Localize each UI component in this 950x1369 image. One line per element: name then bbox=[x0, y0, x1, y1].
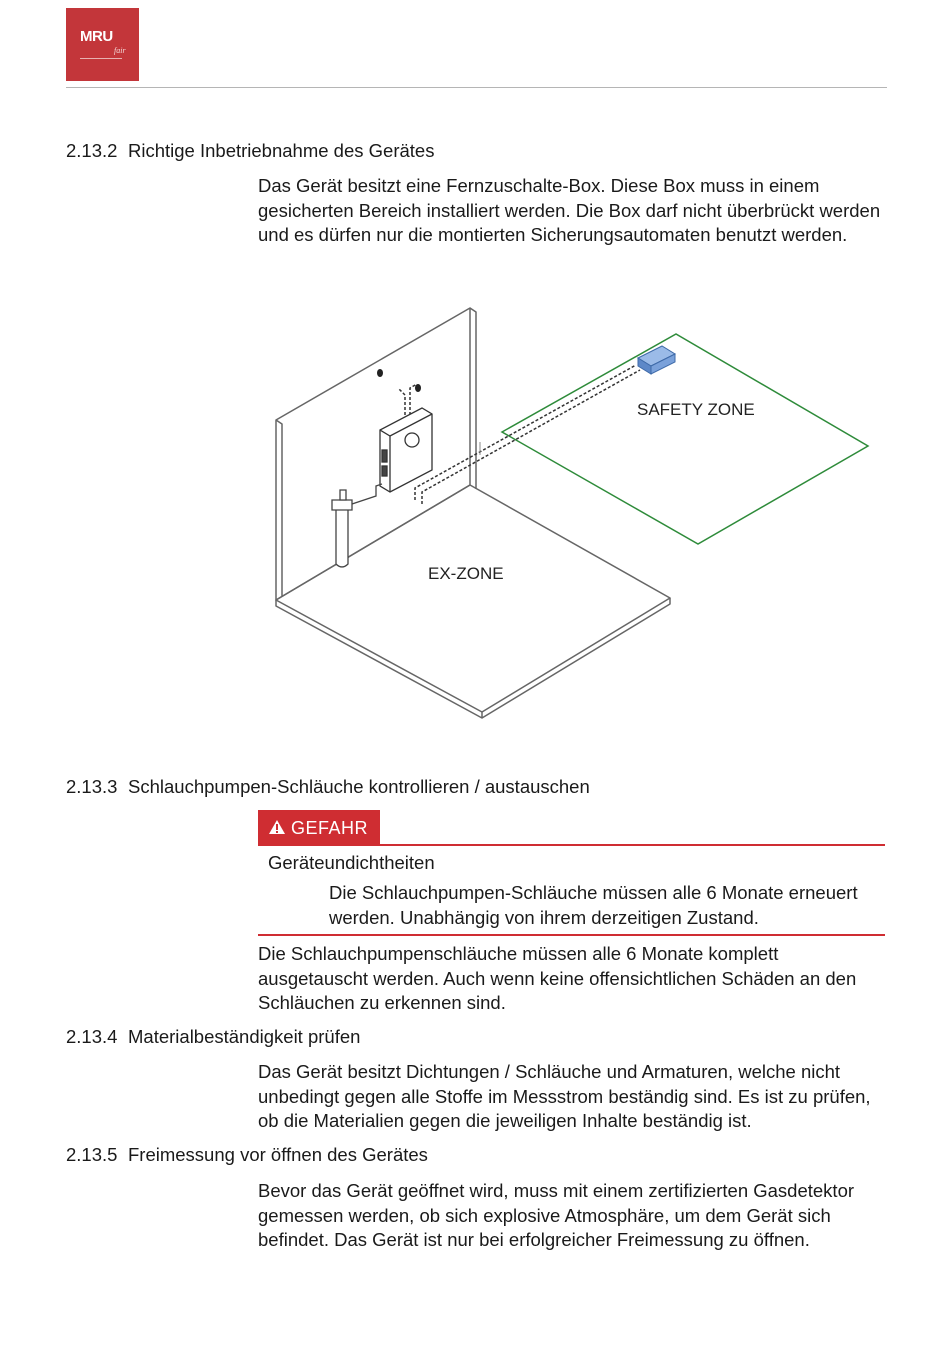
section-number: 2.13.4 bbox=[66, 1026, 118, 1047]
wall-thickness bbox=[276, 308, 476, 596]
company-logo bbox=[66, 8, 139, 81]
section-title: Richtige Inbetriebnahme des Gerätes bbox=[128, 140, 435, 161]
floor bbox=[276, 485, 670, 712]
section-body-2-13-3: Die Schlauchpumpenschläuche müssen alle 6 Monate komplett ausgetauscht werden. Auch wenn keine offensichtlichen Schäden an den Schläuchen zu erkennen sind. bbox=[258, 943, 857, 1013]
section-heading-2-13-2 bbox=[66, 140, 434, 162]
header-rule bbox=[66, 87, 887, 88]
section-body-2-13-5: Bevor das Gerät geöffnet wird, muss mit einem zertifizierten Gasdetektor gemessen werden, ob sich explosive Atmosphäre, um dem Gerät sich befindet. Das Gerät ist nur bei erfolgreicher Freimessung zu öffnen. bbox=[258, 1180, 855, 1250]
warning-triangle-icon bbox=[268, 819, 286, 835]
danger-body: Die Schlauchpumpen-Schläuche müssen alle 6 Monate erneuert werden. Unabhängig von ihrem derzeitigen Zustand. bbox=[329, 882, 858, 928]
section-title: Schlauchpumpen-Schläuche kontrollieren / austauschen bbox=[128, 776, 590, 797]
sampling-probe bbox=[332, 484, 382, 567]
safety-zone-outline bbox=[502, 334, 868, 544]
danger-top-rule bbox=[258, 844, 885, 846]
floor-thickness bbox=[276, 598, 670, 718]
danger-title: Geräteundichtheiten bbox=[268, 852, 435, 873]
logo-text: MRU bbox=[80, 28, 113, 45]
section-title: Materialbeständigkeit prüfen bbox=[128, 1026, 361, 1047]
wall bbox=[276, 308, 470, 600]
logo-underline bbox=[80, 58, 122, 59]
section-heading-2-13-4 bbox=[66, 1026, 360, 1048]
installation-diagram bbox=[270, 300, 880, 720]
section-number: 2.13.2 bbox=[66, 140, 118, 161]
remote-switch-box bbox=[638, 346, 675, 374]
safety-zone-label: SAFETY ZONE bbox=[637, 400, 755, 419]
section-number: 2.13.3 bbox=[66, 776, 118, 797]
section-title: Freimessung vor öffnen des Gerätes bbox=[128, 1144, 428, 1165]
danger-bottom-rule bbox=[258, 934, 885, 936]
section-number: 2.13.5 bbox=[66, 1144, 118, 1165]
section-heading-2-13-5 bbox=[66, 1144, 428, 1166]
section-heading-2-13-3 bbox=[66, 776, 590, 798]
cable-1 bbox=[415, 365, 636, 500]
danger-label-text: GEFAHR bbox=[291, 818, 369, 838]
danger-label bbox=[258, 810, 380, 844]
section-body-2-13-2: Das Gerät besitzt eine Fernzuschalte-Box. Diese Box muss in einem gesicherten Bereich installiert werden. Die Box darf nicht überbrückt werden und es dürfen nur die montierten Sicherungsautomaten benutzt werden. bbox=[258, 175, 881, 245]
ex-zone-label: EX-ZONE bbox=[428, 564, 504, 583]
logo-subtext: fair bbox=[114, 46, 126, 55]
cable-2 bbox=[422, 370, 640, 504]
section-body-2-13-4: Das Gerät besitzt Dichtungen / Schläuche und Armaturen, welche nicht unbedingt gegen alle Stoffe im Messstrom beständig sind. Es ist zu prüfen, ob die Materialien gegen die jeweiligen Inhalte beständig ist. bbox=[258, 1061, 871, 1131]
gas-analyzer-cabinet bbox=[380, 408, 432, 492]
